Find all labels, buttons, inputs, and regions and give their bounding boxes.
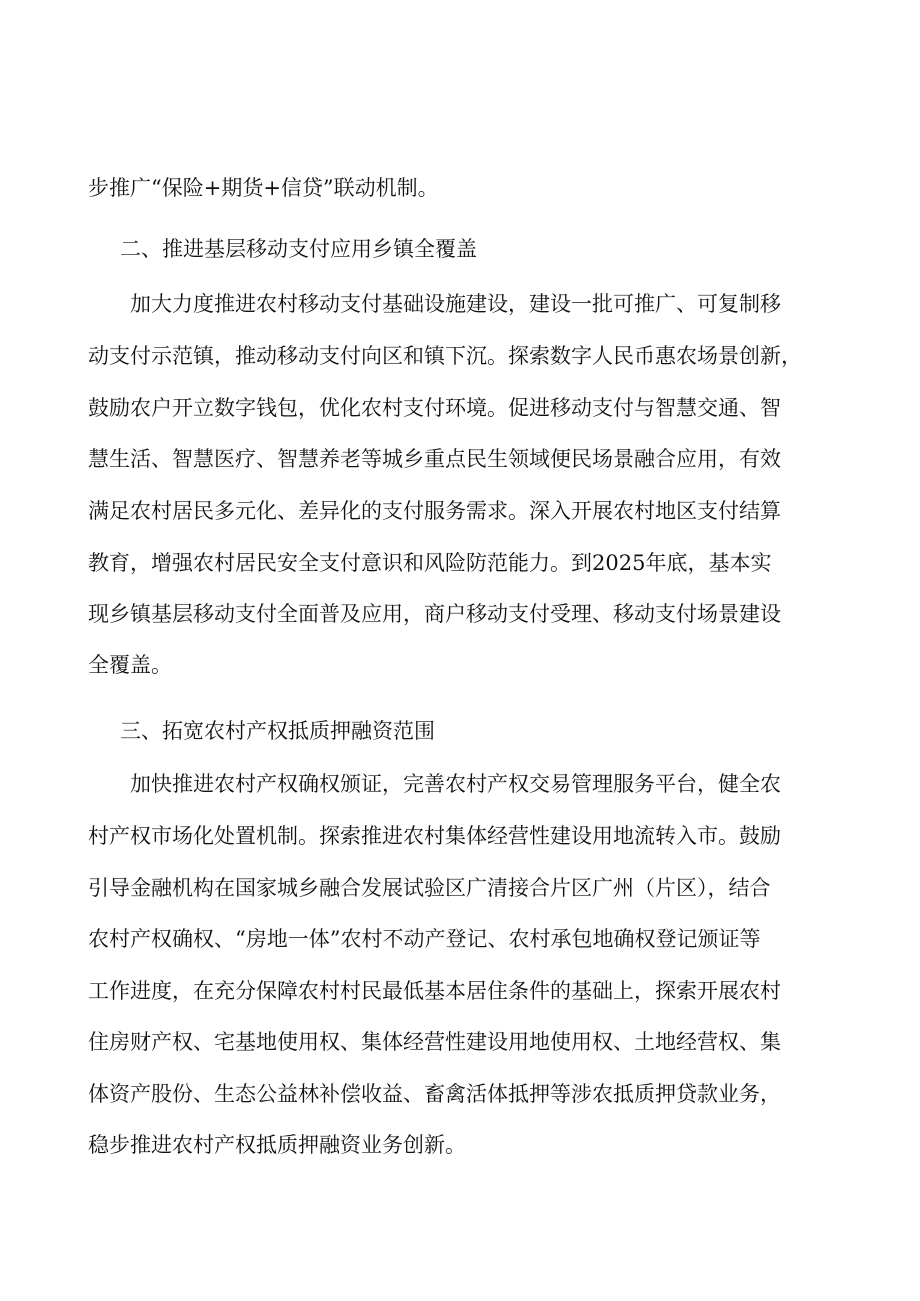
section-2-line-3: 鼓励农户开立数字钱包，优化农村支付环境。促进移动支付与智慧交通、智 — [88, 396, 781, 420]
section-3-line-6: 住房财产权、宅基地使用权、集体经营性建设用地使用权、土地经营权、集 — [88, 1030, 781, 1054]
section-2-line-6: 教育，增强农村居民安全支付意识和风险防范能力。到2025年底，基本实 — [88, 551, 772, 575]
section-3-line-5: 工作进度，在充分保障农村村民最低基本居住条件的基础上，探索开展农村 — [88, 979, 781, 1003]
intro-paragraph-line: 步推广“保险+期货+信贷”联动机制。 — [88, 176, 439, 200]
section-3-line-1: 加快推进农村产权确权颁证，完善农村产权交易管理服务平台，健全农 — [130, 772, 781, 796]
section-2-line-8: 全覆盖。 — [88, 653, 172, 677]
section-3-line-7: 体资产股份、生态公益林补偿收益、畜禽活体抵押等涉农抵质押贷款业务， — [88, 1082, 781, 1106]
section-2-line-4: 慧生活、智慧医疗、智慧养老等城乡重点民生领域便民场景融合应用，有效 — [88, 447, 781, 471]
section-2-line-5: 满足农村居民多元化、差异化的支付服务需求。深入开展农村地区支付结算 — [88, 499, 781, 523]
section-3-heading: 三、拓宽农村产权抵质押融资范围 — [120, 719, 435, 743]
section-3-line-8: 稳步推进农村产权抵质押融资业务创新。 — [88, 1133, 466, 1157]
section-2-line-1: 加大力度推进农村移动支付基础设施建设，建设一批可推广、可复制移 — [130, 292, 781, 316]
section-2-line-2: 动支付示范镇，推动移动支付向区和镇下沉。探索数字人民币惠农场景创新， — [88, 344, 802, 368]
section-2-heading: 二、推进基层移动支付应用乡镇全覆盖 — [120, 237, 477, 261]
section-3-line-3: 引导金融机构在国家城乡融合发展试验区广清接合片区广州（片区），结合 — [88, 876, 771, 900]
section-3-line-2: 村产权市场化处置机制。探索推进农村集体经营性建设用地流转入市。鼓励 — [88, 824, 781, 848]
section-2-line-7: 现乡镇基层移动支付全面普及应用，商户移动支付受理、移动支付场景建设 — [88, 602, 781, 626]
section-3-line-4: 农村产权确权、“房地一体”农村不动产登记、农村承包地确权登记颁证等 — [88, 927, 761, 951]
